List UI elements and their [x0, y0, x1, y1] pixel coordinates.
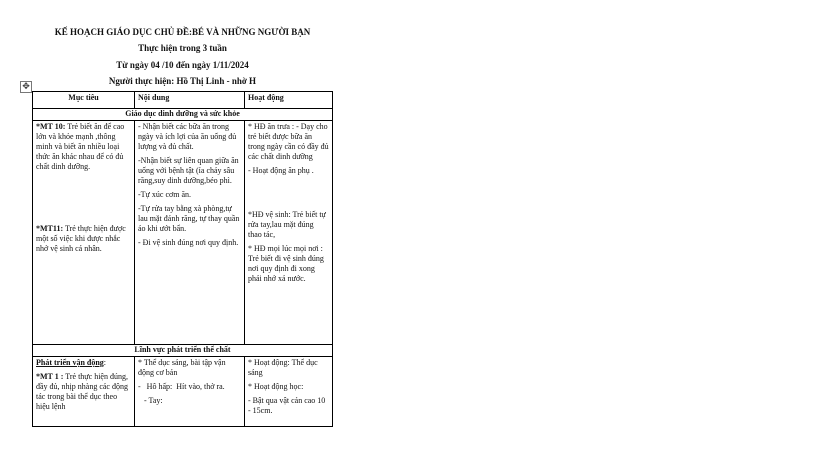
content-cell-physical: [135, 357, 245, 427]
goal-text: Trẻ biết ăn để cao lớn và khỏe mạnh ,thông minh và biết ăn nhiều loại thức ăn khác nhau để có đủ chất dinh dưỡng.: [36, 122, 125, 171]
list-item: * Thể dục sáng, bài tập vận động cơ bản: [138, 358, 226, 377]
column-header-content: Nội dung: [135, 92, 245, 109]
list-item: -Nhận biết sự liên quan giữa ăn uống với bệnh tật (ỉa chảy sâu răng,suy dinh dưỡng,béo phì.: [138, 156, 239, 185]
date-range-line: Từ ngày 04 /10 đến ngày 1/11/2024: [116, 60, 249, 70]
table-move-handle-icon[interactable]: ✥: [20, 81, 32, 93]
list-item: - Hô hấp: Hít vào, thở ra.: [138, 382, 225, 391]
teacher-line: Người thực hiện: Hồ Thị Linh - nhờ H: [108, 76, 257, 86]
list-item: - Nhận biết các bữa ăn trong ngày và ích lợi của ăn uống đủ lượng và đủ chất.: [138, 122, 237, 151]
list-item: - Đi vệ sinh đúng nơi quy định.: [138, 238, 239, 247]
list-item: - Tay:: [138, 396, 163, 405]
goal-mt1: [36, 372, 131, 412]
goal-code: *MT11:: [36, 224, 64, 233]
section-row-physical: [33, 345, 333, 357]
goal-mt11: [36, 224, 131, 254]
list-item: -Tự rửa tay bằng xà phòng,tự lau mặt đánh răng, tự thay quần áo khi ướt bẩn.: [138, 204, 240, 233]
goal-text: Trẻ thực hiện đúng, đầy đủ, nhịp nhàng các động tác trong bài thể dục theo hiệu lệnh: [36, 372, 128, 411]
section-title-physical: Lĩnh vực phát triển thể chất: [33, 345, 333, 357]
activities-cell-nutrition: [245, 121, 333, 345]
list-item: * Hoạt động: Thể dục sáng: [248, 358, 318, 377]
list-item: *HĐ vệ sinh: Trẻ biết tự rửa tay,lau mặt đúng thao tác,: [248, 210, 326, 239]
list-item: - Hoạt động ăn phụ .: [248, 166, 314, 175]
goal-code: *MT 10:: [36, 122, 66, 131]
goal-heading: [36, 358, 131, 368]
column-header-goals: Mục tiêu: [33, 92, 135, 109]
goal-text: Trẻ thực hiện được một số việc khi được nhắc nhở vệ sinh cá nhân.: [36, 224, 126, 253]
goal-heading-text: Phát triển vận động: [36, 358, 104, 367]
goal-mt10: [36, 122, 131, 172]
plan-table: [32, 91, 333, 427]
goals-cell-physical: [33, 357, 135, 427]
document-title: KẾ HOẠCH GIÁO DỤC CHỦ ĐỀ:BÉ VÀ NHỮNG NGƯỜI BẠN: [54, 27, 311, 37]
list-item: -Tự xúc cơm ăn.: [138, 190, 191, 199]
goal-code: *MT 1 :: [36, 372, 64, 381]
goal-heading-suffix: :: [103, 358, 107, 367]
activities-cell-physical: [245, 357, 333, 427]
column-header-activities: Hoạt động: [245, 92, 333, 109]
duration-line: Thực hiện trong 3 tuần: [138, 43, 227, 53]
list-item: * Hoạt động học:: [248, 382, 304, 391]
table-row: [33, 357, 333, 427]
table-header-row: [33, 92, 333, 109]
list-item: - Bật qua vật cản cao 10 - 15cm.: [248, 396, 326, 415]
goals-cell-nutrition: [33, 121, 135, 345]
list-item: * HĐ mọi lúc mọi nơi : Trẻ biết đi vệ sinh đúng nơi quy định đi xong phải nhớ xả nước.: [248, 244, 324, 283]
content-cell-nutrition: [135, 121, 245, 345]
section-title-nutrition: Giáo dục dinh dưỡng và sức khỏe: [33, 109, 333, 121]
table-row: [33, 121, 333, 345]
section-row-nutrition: [33, 109, 333, 121]
list-item: * HĐ ăn trưa : - Dạy cho trẻ biết được bữa ăn trong ngày cần có đầy đủ các chất dinh dưỡng: [248, 122, 329, 161]
